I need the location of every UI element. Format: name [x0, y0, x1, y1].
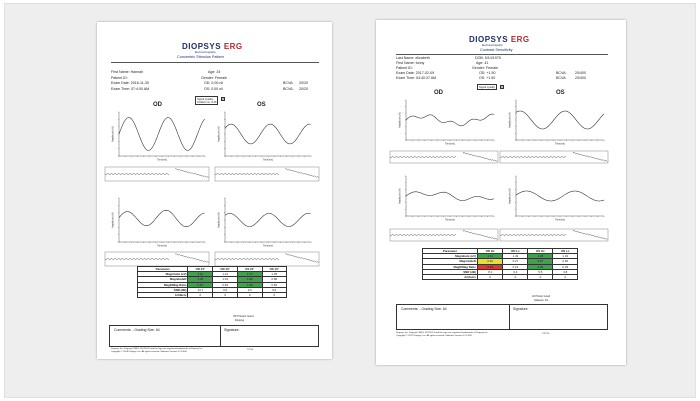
- table-cell: 0: [503, 274, 528, 279]
- table-cell: 8.1: [477, 269, 503, 274]
- table-cell: 3.91: [188, 272, 213, 277]
- raw-frame: [390, 229, 498, 241]
- table-cell: 0.86: [262, 277, 287, 282]
- table-cell: 0: [262, 292, 287, 297]
- table-row: [138, 292, 287, 297]
- waveform-trace: [516, 111, 604, 129]
- raw-artifact-trace: [176, 253, 209, 262]
- gender-2: Gender: Female: [472, 66, 498, 70]
- table-cell: 1.05: [262, 272, 287, 277]
- table-cell: 0.4: [503, 269, 528, 274]
- table-cell: 0: [553, 274, 578, 279]
- exam-date-2: Exam Date: 2017-02-09: [396, 71, 435, 75]
- bcva-od-2: 20/400: [575, 71, 586, 75]
- signal-quality-indicator-2: [500, 85, 504, 89]
- raw-trace: [105, 173, 169, 174]
- table-cell: 1.32: [553, 254, 578, 259]
- patient-id: Patient ID:: [111, 75, 128, 80]
- table-cell: 1.43: [503, 254, 528, 259]
- x-axis-label: Time(ms): [156, 158, 168, 162]
- signature-label: Signature:: [224, 328, 240, 332]
- logo-tagline-2: Electroretinography: [482, 44, 503, 47]
- y-axis-label: Amplitude (uV): [217, 126, 221, 142]
- raw-signal-os-24: [215, 167, 319, 181]
- raw-frame: [500, 229, 608, 241]
- table-cell: 0.19: [503, 264, 528, 269]
- printed-by: Diopsys: [235, 319, 245, 322]
- table-header: OS Lc: [553, 249, 578, 254]
- table-cell: 0: [477, 274, 503, 279]
- waveform-trace: [119, 210, 205, 227]
- comments-text-2: Comments: - Grading Size: 64: [401, 307, 447, 311]
- raw-signal-od-hc: [390, 151, 498, 163]
- waveform-trace: [516, 191, 604, 201]
- raw-artifact-trace: [286, 168, 319, 177]
- raw-signal-od-16: [105, 252, 209, 266]
- table-cell: 9.0: [238, 287, 262, 292]
- table-cell: 1.04: [213, 277, 238, 282]
- comments-divider-2: [509, 304, 510, 330]
- table-cell: 0.83: [477, 264, 503, 269]
- os-correction: OS: 0.00 nil: [204, 86, 223, 91]
- table-cell: 3.8: [553, 269, 578, 274]
- table-cell: 9.6: [262, 287, 287, 292]
- waveform-os-24: [217, 110, 313, 164]
- raw-frame: [500, 151, 608, 163]
- waveform-trace: [406, 192, 494, 201]
- report-page-contrast: [376, 20, 626, 365]
- signal-quality-box-2: [477, 84, 497, 90]
- comments-divider: [220, 325, 221, 347]
- raw-signal-od-lc: [390, 229, 498, 241]
- od-column-label-2: OD: [434, 90, 443, 96]
- x-axis-label: Time(ms): [444, 218, 456, 222]
- diopsys-logo-2: DIOPSYS ERG: [469, 35, 530, 44]
- table-cell: 0.82: [262, 282, 287, 287]
- comments-box-2: [396, 304, 608, 330]
- raw-trace: [500, 156, 566, 157]
- y-axis-label: Amplitude (uV): [508, 112, 512, 128]
- row-label: SNR (dB): [138, 287, 188, 292]
- report-subtitle-2: Contrast Sensitivity: [480, 47, 513, 52]
- table-cell: 0: [238, 292, 262, 297]
- page-number-2: 7/27/16: [542, 333, 550, 335]
- footer-copyright: Copyright © 2016 Diopsys, Inc. All rights reserved. Software Version 3.1.5.456: [111, 351, 187, 353]
- table-cell: 0.60: [553, 259, 578, 264]
- comments-box: [109, 325, 319, 347]
- bcva-os-2: 20/400: [575, 76, 586, 80]
- table-cell: 3.46: [188, 277, 213, 282]
- raw-signal-os-hc: [500, 151, 608, 163]
- header-rule-2: [396, 54, 608, 55]
- age-2: Age: 41: [476, 61, 489, 65]
- waveform-os-16: [217, 196, 313, 250]
- x-axis-label: Time(ms): [554, 218, 566, 222]
- first-name-2: First Name: tonny: [396, 61, 425, 65]
- waveform-trace: [225, 213, 311, 226]
- raw-artifact-trace: [573, 152, 607, 162]
- row-label: Magnitude (uV): [423, 254, 478, 259]
- od-correction-2: OD: +1.50: [479, 71, 496, 75]
- row-label: Magnitude (uV): [138, 272, 188, 277]
- y-axis-label: Amplitude (uV): [398, 188, 402, 204]
- od-correction: OD: 0.00 nil: [204, 81, 223, 85]
- table-cell: 0.97: [528, 259, 553, 264]
- table-cell: 0: [188, 292, 213, 297]
- x-axis-label: Time(ms): [554, 142, 566, 146]
- raw-signal-os-lc: [500, 229, 608, 241]
- dob: DOB: 5/14/1975: [475, 56, 501, 60]
- signal-quality-label: Signal Quality: [197, 97, 214, 101]
- waveform-od-16: [111, 196, 207, 250]
- waveform-od-24: [111, 110, 207, 164]
- os-column-label: OS: [257, 102, 266, 108]
- bcva-label-2: BCVA:: [556, 71, 567, 75]
- table-cell: 0.92: [477, 259, 503, 264]
- table-header: OS 24°: [238, 267, 262, 272]
- waveform-trace: [225, 124, 311, 144]
- raw-trace: [105, 258, 169, 259]
- waveform-od-lc: [398, 174, 496, 224]
- table-cell: 0.90: [528, 264, 553, 269]
- signal-quality-box: [195, 96, 218, 105]
- bcva-od: 20/20: [299, 81, 308, 85]
- table-cell: 1.08: [528, 254, 553, 259]
- results-table: [137, 266, 287, 298]
- table-cell: 0: [528, 274, 553, 279]
- row-label: MagnitudeD: [138, 277, 188, 282]
- od-column-label: OD: [153, 102, 162, 108]
- header-rule: [111, 62, 319, 63]
- waveform-od-hc: [398, 98, 496, 148]
- table-row: [423, 274, 578, 279]
- bcva-label: BCVA:: [283, 81, 294, 85]
- table-cell: 13.7: [188, 287, 213, 292]
- last-name: Last Name: elizabeth: [396, 56, 430, 60]
- table-cell: 0.27: [503, 259, 528, 264]
- table-cell: 1.86: [238, 277, 262, 282]
- table-cell: 0.83: [213, 282, 238, 287]
- exam-time: Exam Time: 07:4:00 AM: [111, 86, 150, 91]
- footer-copyright-2: Copyright © 2017 Diopsys, Inc. All rights reserved. Software Version 3.1.5.456: [396, 335, 472, 337]
- raw-trace: [215, 258, 279, 259]
- signal-quality-indicator: [221, 97, 225, 101]
- raw-signal-od-24: [105, 167, 209, 181]
- signature-label-2: Signature:: [513, 307, 529, 311]
- x-axis-label: Time(ms): [262, 244, 274, 248]
- comments-text: Comments: - Grading Size: 64: [114, 328, 160, 332]
- raw-signal-os-16: [215, 252, 319, 266]
- table-header: Parameter: [138, 267, 188, 272]
- os-column-label-2: OS: [556, 90, 565, 96]
- waveform-os-hc: [508, 98, 606, 148]
- table-cell: 1.72: [238, 272, 262, 277]
- signal-quality-label-2: Signal Quality: [479, 85, 496, 89]
- printed-note-2: HI Printer Good: [532, 295, 551, 298]
- table-header: OD Hc: [477, 249, 503, 254]
- waveform-trace: [119, 118, 205, 151]
- y-axis-label: Amplitude (uV): [217, 212, 221, 228]
- exam-time-2: Exam Time: 04:40:37 AM: [396, 76, 437, 80]
- raw-artifact-trace: [463, 230, 497, 240]
- bcva-os: 20/20: [299, 86, 308, 91]
- x-axis-label: Time(ms): [262, 158, 274, 162]
- y-axis-label: Amplitude (uV): [508, 188, 512, 204]
- raw-trace: [390, 234, 456, 235]
- footer-legal-2: Diopsys, Inc. Diopsys® ERG. DIOPSYS and the logo are registered trademarks of Diopsys Inc.: [396, 332, 489, 334]
- age: Age: 24: [208, 70, 221, 74]
- table-header: OS 16°: [262, 267, 287, 272]
- gender: Gender: Female: [201, 75, 227, 80]
- row-label: Artifacts: [138, 292, 188, 297]
- waveform-os-lc: [508, 174, 606, 224]
- report-page-concentric: [97, 22, 332, 359]
- table-cell: 9.5: [213, 287, 238, 292]
- first-name: First Name: Hannah: [111, 70, 144, 74]
- table-header: Parameter: [423, 249, 478, 254]
- results-table-2: [422, 248, 578, 280]
- page-number: 7/7/16: [247, 349, 254, 351]
- os-correction-2: OS: +1.50: [479, 76, 496, 80]
- table-header: OD Lc: [503, 249, 528, 254]
- raw-trace: [500, 234, 566, 235]
- table-cell: 0.87: [188, 282, 213, 287]
- raw-trace: [390, 156, 456, 157]
- table-header: OD 24°: [188, 267, 213, 272]
- raw-frame: [390, 151, 498, 163]
- logo-tagline: Electroretinography: [195, 51, 216, 54]
- bcva-label-os-2: BCVA:: [556, 76, 567, 80]
- raw-artifact-trace: [286, 253, 319, 262]
- printed-by-2: Glasses: 1/1: [534, 299, 549, 302]
- table-header: OS Hc: [528, 249, 553, 254]
- row-label: SNR (dB): [423, 269, 478, 274]
- exam-date: Exam Date: 2016-11-30: [111, 81, 149, 85]
- x-axis-label: Time(ms): [156, 244, 168, 248]
- footer-legal: Diopsys, Inc. Diopsys® ERG. DIOPSYS and the logo are registered trademarks of Diopsys Inc.: [111, 348, 204, 350]
- y-axis-label: Amplitude (uV): [111, 126, 115, 142]
- table-cell: 1.11: [477, 254, 503, 259]
- raw-artifact-trace: [463, 152, 497, 162]
- table-header: OD 16°: [213, 267, 238, 272]
- table-cell: 1.08: [238, 282, 262, 287]
- raw-artifact-trace: [573, 230, 607, 240]
- printed-note: OP Printed: Good: [233, 315, 254, 318]
- report-subtitle: Concentric Stimulus Pattern: [177, 54, 225, 59]
- signal-quality-note: Artifacts on: 6.26: [197, 100, 217, 104]
- table-cell: 1.24: [213, 272, 238, 277]
- y-axis-label: Amplitude (uV): [111, 212, 115, 228]
- row-label: MagnitudeD: [423, 259, 478, 264]
- raw-artifact-trace: [176, 168, 209, 177]
- x-axis-label: Time(ms): [444, 142, 456, 146]
- patient-id-2: Patient ID:: [396, 66, 413, 70]
- table-cell: 5.5: [528, 269, 553, 274]
- row-label: Artifacts: [423, 274, 478, 279]
- table-cell: 0: [213, 292, 238, 297]
- table-cell: 0.45: [553, 264, 578, 269]
- diopsys-logo: DIOPSYS ERG: [182, 42, 243, 51]
- waveform-trace: [406, 114, 494, 126]
- raw-trace: [215, 173, 279, 174]
- bcva-label-os: BCVA:: [283, 86, 294, 91]
- row-label: MagD/Mag Ratio: [138, 282, 188, 287]
- y-axis-label: Amplitude (uV): [398, 112, 402, 128]
- row-label: MagD/Mag Ratio: [423, 264, 478, 269]
